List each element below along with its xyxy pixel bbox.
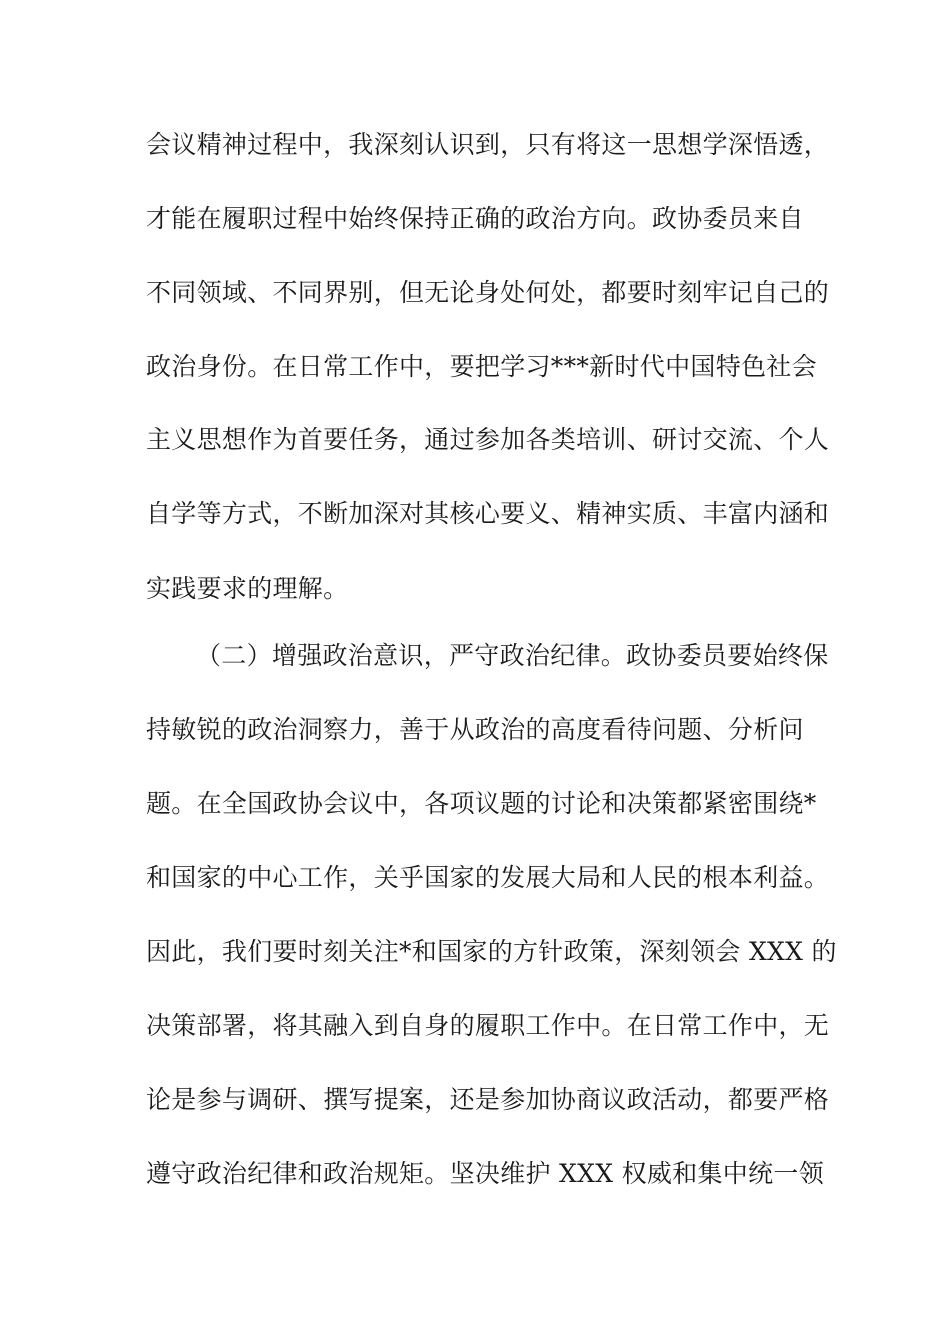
paragraph-line: 不同领域、不同界别，但无论身处何处，都要时刻牢记自己的 <box>146 278 830 307</box>
paragraph-line: 遵守政治纪律和政治规矩。坚决维护 XXX 权威和集中统一领 <box>146 1159 824 1188</box>
paragraph-line: 持敏锐的政治洞察力，善于从政治的高度看待问题、分析问 <box>146 715 804 744</box>
paragraph-line: 决策部署，将其融入到自身的履职工作中。在日常工作中，无 <box>146 1011 830 1040</box>
paragraph-line: 主义思想作为首要任务，通过参加各类培训、研讨交流、个人 <box>146 425 830 454</box>
section-heading-line: （二）增强政治意识，严守政治纪律。政协委员要始终保 <box>196 641 829 670</box>
paragraph-line: 实践要求的理解。 <box>146 574 349 603</box>
paragraph-line: 因此，我们要时刻关注*和国家的方针政策，深刻领会 XXX 的 <box>146 937 837 966</box>
paragraph-line: 和国家的中心工作，关乎国家的发展大局和人民的根本利益。 <box>146 863 830 892</box>
paragraph-line: 题。在全国政协会议中，各项议题的讨论和决策都紧密围绕* <box>146 789 817 818</box>
paragraph-line: 才能在履职过程中始终保持正确的政治方向。政协委员来自 <box>146 204 804 233</box>
paragraph-line: 自学等方式，不断加深对其核心要义、精神实质、丰富内涵和 <box>146 499 830 528</box>
paragraph-line: 论是参与调研、撰写提案，还是参加协商议政活动，都要严格 <box>146 1085 830 1114</box>
paragraph-line: 政治身份。在日常工作中，要把学习***新时代中国特色社会 <box>146 352 817 381</box>
paragraph-line: 会议精神过程中，我深刻认识到，只有将这一思想学深悟透， <box>146 130 830 159</box>
